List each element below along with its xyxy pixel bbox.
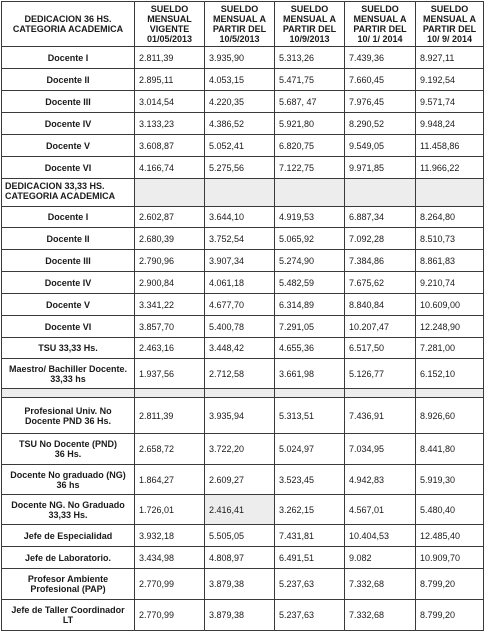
category-cell — [2, 434, 135, 465]
category-label: Docente NG. No Graduado 33,33 Hs. — [11, 499, 125, 520]
salary-cell: 5.471,75 — [275, 69, 345, 91]
salary-cell: 6.820,75 — [275, 135, 345, 157]
salary-cell: 2.811,39 — [135, 47, 205, 69]
salary-cell: 12.485,40 — [416, 525, 484, 547]
table-row — [2, 569, 484, 600]
category-cell — [2, 250, 135, 272]
salary-cell: 4.942,83 — [345, 465, 416, 495]
salary-cell: 7.431,81 — [275, 525, 345, 547]
section-title — [2, 179, 135, 207]
category-label: Jefe de Especialidad — [23, 530, 113, 541]
category-label: Docente III — [45, 96, 91, 107]
salary-cell: 1.937,56 — [135, 359, 205, 389]
category-label: Docente No graduado (NG) 36 hs — [10, 469, 126, 490]
table-row — [2, 157, 484, 179]
salary-cell: 4.655,36 — [275, 338, 345, 359]
salary-cell: 5.400,78 — [205, 316, 275, 338]
table-row — [2, 525, 484, 547]
salary-cell: 5.313,26 — [275, 47, 345, 69]
salary-cell: 8.441,80 — [416, 434, 484, 465]
category-label: Docente I — [47, 212, 89, 222]
section-header-cell — [275, 179, 345, 207]
category-cell — [2, 316, 135, 338]
salary-cell: 7.291,05 — [275, 316, 345, 338]
salary-cell: 5.052,41 — [205, 135, 275, 157]
salary-cell: 4.567,01 — [345, 495, 416, 525]
table-row — [2, 338, 484, 359]
salary-cell: 10.609,00 — [416, 294, 484, 316]
table-row — [2, 69, 484, 91]
salary-cell: 1.726,01 — [135, 495, 205, 525]
section-title-text: DEDICACION 33,33 HS. CATEGORIA ACADEMICA — [5, 181, 116, 201]
salary-cell: 4.166,74 — [135, 157, 205, 179]
salary-cell: 5.126,77 — [345, 359, 416, 389]
salary-cell: 7.436,91 — [345, 398, 416, 434]
category-cell — [2, 465, 135, 495]
salary-cell: 3.341,22 — [135, 294, 205, 316]
salary-cell: 4.808,97 — [205, 547, 275, 569]
salary-cell: 2.811,39 — [135, 398, 205, 434]
salary-cell: 4.061,18 — [205, 272, 275, 294]
salary-cell: 2.416,41 — [205, 495, 275, 525]
section-header-cell — [205, 179, 275, 207]
category-label: Docente II — [46, 233, 90, 244]
salary-cell: 7.439,36 — [345, 47, 416, 69]
salary-cell: 7.122,75 — [275, 157, 345, 179]
salary-cell: 6.152,10 — [416, 359, 484, 389]
table-row — [2, 294, 484, 316]
salary-cell: 7.384,86 — [345, 250, 416, 272]
salary-cell: 3.133,23 — [135, 113, 205, 135]
salary-cell: 7.332,68 — [345, 600, 416, 631]
category-cell — [2, 359, 135, 389]
table-row — [2, 434, 484, 465]
separator-cell — [416, 389, 484, 398]
section-header-row — [2, 179, 484, 207]
salary-cell: 3.935,94 — [205, 398, 275, 434]
table-row — [2, 547, 484, 569]
category-label: Docente I — [47, 52, 89, 63]
category-label: Profesional Univ. No Docente PND 36 Hs. — [24, 405, 112, 426]
salary-cell: 7.281,00 — [416, 338, 484, 359]
salary-cell: 5.313,51 — [275, 398, 345, 434]
salary-cell: 9.192,54 — [416, 69, 484, 91]
salary-cell: 8.861,83 — [416, 250, 484, 272]
salary-cell: 5.919,30 — [416, 465, 484, 495]
category-cell — [2, 272, 135, 294]
salary-cell: 2.463,16 — [135, 338, 205, 359]
salary-cell: 9.948,24 — [416, 113, 484, 135]
salary-cell: 3.608,87 — [135, 135, 205, 157]
salary-cell: 4.677,70 — [205, 294, 275, 316]
table-row — [2, 228, 484, 250]
category-label: Jefe de Laboratorio. — [24, 552, 112, 563]
salary-cell: 8.799,20 — [416, 569, 484, 600]
salary-cell: 8.926,60 — [416, 398, 484, 434]
column-header-text: SUELDO MENSUAL A PARTIR DEL 10/9/2013 — [282, 4, 337, 44]
salary-cell: 1.864,27 — [135, 465, 205, 495]
column-header — [205, 2, 275, 47]
category-cell — [2, 47, 135, 69]
salary-cell: 9.082 — [345, 547, 416, 569]
salary-cell: 8.264,80 — [416, 207, 484, 228]
salary-cell: 5.480,40 — [416, 495, 484, 525]
salary-cell: 3.879,38 — [205, 569, 275, 600]
salary-table-container — [1, 1, 484, 631]
header-row — [2, 2, 484, 47]
column-header — [275, 2, 345, 47]
salary-cell: 7.660,45 — [345, 69, 416, 91]
salary-cell: 3.448,42 — [205, 338, 275, 359]
salary-cell: 2.770,99 — [135, 600, 205, 631]
salary-cell: 2.602,87 — [135, 207, 205, 228]
salary-cell: 8.290,52 — [345, 113, 416, 135]
salary-cell: 3.644,10 — [205, 207, 275, 228]
table-row — [2, 47, 484, 69]
salary-cell: 5.274,90 — [275, 250, 345, 272]
salary-cell: 11.458,86 — [416, 135, 484, 157]
salary-cell: 8.799,20 — [416, 600, 484, 631]
salary-cell: 6.314,89 — [275, 294, 345, 316]
salary-cell: 7.092,28 — [345, 228, 416, 250]
category-label: Docente IV — [44, 118, 92, 129]
section-header-cell — [416, 179, 484, 207]
salary-cell: 3.722,20 — [205, 434, 275, 465]
salary-cell: 7.675,62 — [345, 272, 416, 294]
category-label: Docente V — [45, 140, 90, 151]
salary-cell: 10.909,70 — [416, 547, 484, 569]
salary-cell: 3.932,18 — [135, 525, 205, 547]
salary-cell: 2.680,39 — [135, 228, 205, 250]
salary-cell: 5.024,97 — [275, 434, 345, 465]
category-cell — [2, 294, 135, 316]
category-cell — [2, 547, 135, 569]
salary-cell: 4.919,53 — [275, 207, 345, 228]
category-label: Docente VI — [44, 162, 92, 173]
category-cell — [2, 398, 135, 434]
section-header-cell — [345, 179, 416, 207]
category-label: Profesor Ambiente Profesional (PAP) — [27, 574, 109, 594]
salary-cell: 6.491,51 — [275, 547, 345, 569]
salary-cell: 3.907,34 — [205, 250, 275, 272]
salary-cell: 2.895,11 — [135, 69, 205, 91]
salary-cell: 10.207,47 — [345, 316, 416, 338]
salary-cell: 5.921,80 — [275, 113, 345, 135]
salary-cell: 11.966,22 — [416, 157, 484, 179]
column-header — [416, 2, 484, 47]
category-label: Maestro/ Bachiller Docente. 33,33 hs — [8, 363, 128, 384]
category-label: TSU 33,33 Hs. — [38, 343, 98, 353]
category-cell — [2, 113, 135, 135]
salary-cell: 10.404,53 — [345, 525, 416, 547]
category-label: TSU No Docente (PND) 36 Hs. — [18, 439, 117, 459]
separator-row — [2, 389, 484, 398]
salary-cell: 3.262,15 — [275, 495, 345, 525]
salary-cell: 3.523,45 — [275, 465, 345, 495]
category-cell — [2, 338, 135, 359]
salary-cell: 7.332,68 — [345, 569, 416, 600]
salary-cell: 5.687, 47 — [275, 91, 345, 113]
table-row — [2, 91, 484, 113]
salary-cell: 2.770,99 — [135, 569, 205, 600]
table-row — [2, 359, 484, 389]
salary-cell: 3.014,54 — [135, 91, 205, 113]
table-row — [2, 113, 484, 135]
salary-cell: 3.661,98 — [275, 359, 345, 389]
table-row — [2, 600, 484, 631]
salary-cell: 2.790,96 — [135, 250, 205, 272]
salary-cell: 5.237,63 — [275, 600, 345, 631]
salary-cell: 3.752,54 — [205, 228, 275, 250]
salary-cell: 5.505,05 — [205, 525, 275, 547]
separator-cell — [135, 389, 205, 398]
column-header-text: SUELDO MENSUAL A PARTIR DEL 10/ 9/ 2014 — [422, 4, 477, 44]
category-label: Docente III — [45, 255, 91, 266]
salary-cell: 4.386,52 — [205, 113, 275, 135]
category-header — [2, 2, 135, 47]
salary-cell: 3.879,38 — [205, 600, 275, 631]
table-row — [2, 135, 484, 157]
salary-cell: 5.482,59 — [275, 272, 345, 294]
category-cell — [2, 228, 135, 250]
separator-cell — [275, 389, 345, 398]
salary-cell: 4.220,35 — [205, 91, 275, 113]
salary-cell: 3.935,90 — [205, 47, 275, 69]
salary-table — [1, 1, 484, 631]
separator-cell — [2, 389, 135, 398]
salary-cell: 8.510,73 — [416, 228, 484, 250]
category-cell — [2, 569, 135, 600]
table-row — [2, 398, 484, 434]
salary-cell: 7.034,95 — [345, 434, 416, 465]
salary-cell: 8.927,11 — [416, 47, 484, 69]
column-header-text: SUELDO MENSUAL A PARTIR DEL 10/5/2013 — [212, 4, 267, 44]
category-label: Docente IV — [44, 277, 92, 288]
category-cell — [2, 207, 135, 228]
separator-cell — [345, 389, 416, 398]
category-label: Docente V — [45, 299, 90, 310]
salary-cell: 2.900,84 — [135, 272, 205, 294]
salary-cell: 12.248,90 — [416, 316, 484, 338]
category-header-text: DEDICACION 36 HS. CATEGORIA ACADEMICA — [12, 14, 124, 34]
salary-cell: 4.053,15 — [205, 69, 275, 91]
salary-cell: 9.971,85 — [345, 157, 416, 179]
salary-cell: 5.275,56 — [205, 157, 275, 179]
section-header-cell — [135, 179, 205, 207]
category-cell — [2, 157, 135, 179]
salary-cell: 5.237,63 — [275, 569, 345, 600]
table-row — [2, 495, 484, 525]
category-cell — [2, 495, 135, 525]
salary-cell: 9.210,74 — [416, 272, 484, 294]
table-row — [2, 316, 484, 338]
separator-cell — [205, 389, 275, 398]
salary-cell: 2.609,27 — [205, 465, 275, 495]
category-label: Docente II — [46, 74, 90, 85]
category-cell — [2, 91, 135, 113]
category-cell — [2, 525, 135, 547]
table-row — [2, 207, 484, 228]
salary-cell: 2.658,72 — [135, 434, 205, 465]
column-header-text: SUELDO MENSUAL VIGENTE 01/05/2013 — [146, 4, 193, 44]
category-cell — [2, 135, 135, 157]
table-row — [2, 465, 484, 495]
table-row — [2, 272, 484, 294]
salary-cell: 6.517,50 — [345, 338, 416, 359]
column-header-text: SUELDO MENSUAL A PARTIR DEL 10/ 1/ 2014 — [353, 4, 407, 44]
category-cell — [2, 69, 135, 91]
salary-cell: 3.857,70 — [135, 316, 205, 338]
category-cell — [2, 600, 135, 631]
salary-cell: 9.549,05 — [345, 135, 416, 157]
table-row — [2, 250, 484, 272]
category-label: Jefe de Taller Coordinador LT — [11, 605, 125, 625]
salary-cell: 7.976,45 — [345, 91, 416, 113]
salary-cell: 6.887,34 — [345, 207, 416, 228]
column-header — [345, 2, 416, 47]
column-header — [135, 2, 205, 47]
salary-cell: 9.571,74 — [416, 91, 484, 113]
salary-cell: 2.712,58 — [205, 359, 275, 389]
salary-cell: 5.065,92 — [275, 228, 345, 250]
salary-cell: 3.434,98 — [135, 547, 205, 569]
salary-cell: 8.840,84 — [345, 294, 416, 316]
category-label: Docente VI — [44, 321, 92, 332]
